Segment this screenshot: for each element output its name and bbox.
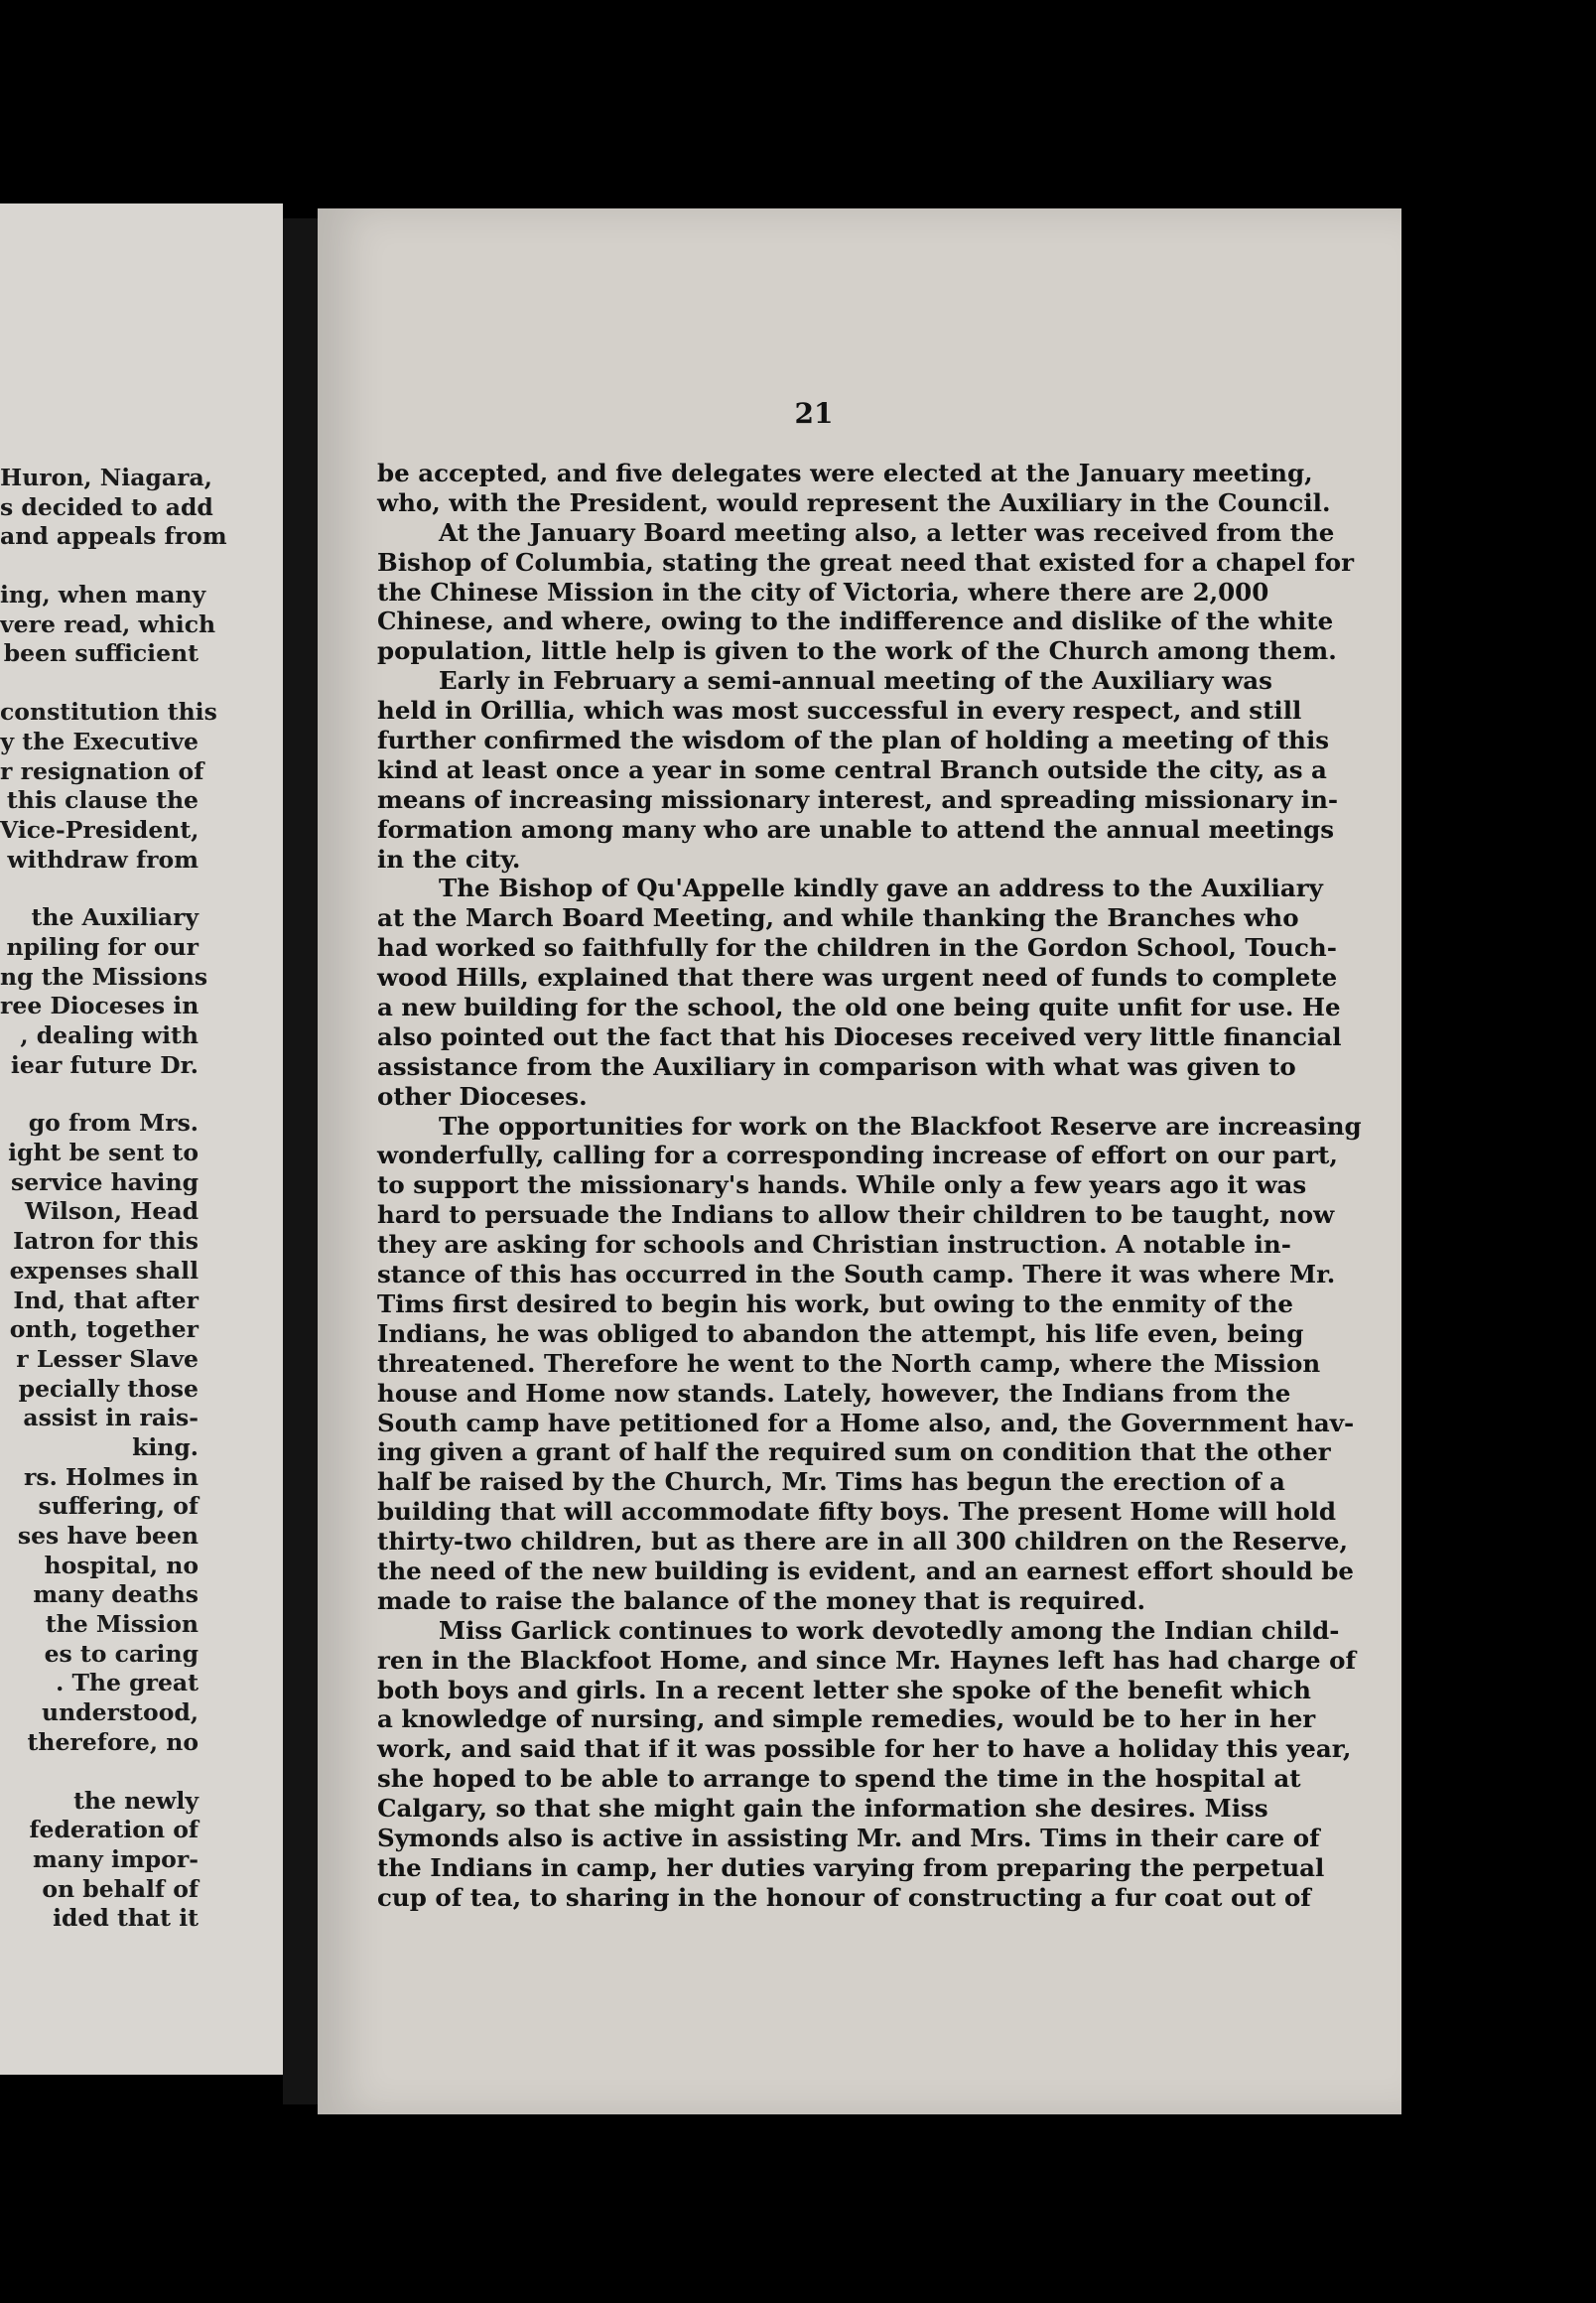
left-page-line: r Lesser Slave [16,1344,199,1373]
text-line: threatened. Therefore he went to the North camp, where the Mission [377,1348,1321,1378]
left-page-line: Wilson, Head [25,1197,199,1226]
left-page-line: been sufficient [3,639,199,668]
text-line: formation among many who are unable to attend the annual meetings [377,814,1335,844]
text-line: house and Home now stands. Lately, however, the Indians from the [377,1378,1291,1408]
text-line: at the March Board Meeting, and while thanking the Branches who [377,903,1299,933]
left-page-line: Ind, that after [13,1286,199,1314]
left-page-line: pecially those [18,1374,199,1403]
text-line: she hoped to be able to arrange to spend the time in the hospital at [377,1764,1301,1794]
left-page-line [0,669,199,698]
left-page-line: Iatron for this [13,1227,199,1256]
text-line: further confirmed the wisdom of the plan of holding a meeting of this [377,726,1330,755]
text-line: wood Hills, explained that there was urgent need of funds to complete [377,963,1338,993]
left-page-line: ses have been [17,1522,199,1550]
text-line: wonderfully, calling for a corresponding increase of effort on our part, [377,1141,1338,1170]
text-line: to support the missionary's hands. While only a few years ago it was [377,1170,1307,1200]
left-page-line [0,552,199,581]
left-page-line: the Mission [45,1610,199,1639]
text-line: be accepted, and five delegates were elected at the January meeting, [377,459,1313,487]
text-line: ren in the Blackfoot Home, and since Mr. Haynes left has had charge of [377,1645,1357,1675]
left-page-line: hospital, no [44,1551,199,1579]
text-line: Tims first desired to begin his work, but owing to the enmity of the [377,1288,1293,1318]
text-line: Chinese, and where, owing to the indifference and dislike of the white [377,607,1334,636]
text-line: held in Orillia, which was most successful in every respect, and still [377,696,1302,726]
left-page-line: es to caring [44,1639,199,1668]
left-page-line: and appeals from [0,522,227,551]
book-gutter [283,218,318,2104]
text-line: South camp have petitioned for a Home also, and, the Government hav- [377,1408,1355,1437]
left-page-line: rs. Holmes in [23,1462,199,1491]
text-line: assistance from the Auxiliary in comparison with what was given to [377,1051,1296,1081]
left-page-line: ing, when many [0,581,206,610]
text-line: thirty-two children, but as there are in all 300 children on the Reserve, [377,1527,1348,1557]
left-page [0,203,283,2075]
text-line: half be raised by the Church, Mr. Tims has begun the erection of a [377,1467,1285,1497]
left-page-line: go from Mrs. [28,1109,199,1138]
text-line: stance of this has occurred in the South camp. There it was where Mr. [377,1260,1336,1289]
text-line: other Dioceses. [377,1081,588,1111]
left-page-line: Vice-President, [0,815,200,844]
text-line: also pointed out the fact that his Dioceses received very little financial [377,1021,1342,1051]
text-line: At the January Board meeting also, a letter was received from the [439,517,1335,547]
left-page-line: npiling for our [6,932,199,961]
left-page-line [0,1080,199,1109]
left-page-line: r resignation of [0,756,204,785]
text-line: a new building for the school, the old one being quite unfit for use. He [377,993,1341,1022]
text-line: building that will accommodate fifty boys. The present Home will hold [377,1497,1337,1527]
text-line: they are asking for schools and Christian instruction. A notable in- [377,1230,1291,1260]
left-page-line: ree Dioceses in [0,992,200,1020]
left-page-line: suffering, of [38,1492,199,1521]
body-text [377,459,1362,1913]
text-line: the Indians in camp, her duties varying from preparing the perpetual [377,1852,1325,1882]
left-page-line: y the Executive [0,727,199,755]
text-line: made to raise the balance of the money that is required. [377,1585,1145,1615]
text-line: a knowledge of nursing, and simple remedies, would be to her in her [377,1704,1316,1734]
right-page [318,208,1401,2114]
left-page-line [0,1758,199,1787]
left-page-line: many impor- [32,1844,199,1873]
left-page-line: the Auxiliary [31,903,199,932]
text-line: cup of tea, to sharing in the honour of constructing a fur coat out of [377,1882,1311,1912]
text-line: who, with the President, would represent the Auxiliary in the Council. [377,487,1331,517]
text-line: both boys and girls. In a recent letter she spoke of the benefit which [377,1675,1311,1704]
text-line: The opportunities for work on the Blackfoot Reserve are increasing [439,1111,1362,1141]
left-page-line: on behalf of [42,1874,199,1903]
left-page-line: s decided to add [0,492,213,521]
text-line: population, little help is given to the work of the Church among them. [377,636,1337,666]
left-page-line: constitution this [0,698,217,727]
text-line: Indians, he was obliged to abandon the attempt, his life even, being [377,1318,1304,1348]
left-page-line: therefore, no [27,1727,199,1756]
left-page-line: ided that it [53,1904,199,1933]
left-page-line: vere read, which [0,610,216,638]
text-line: Miss Garlick continues to work devotedly among the Indian child- [439,1615,1340,1645]
left-page-text [0,464,227,1934]
text-line: had worked so faithfully for the children in the Gordon School, Touch- [377,933,1337,963]
text-line: Bishop of Columbia, stating the great need that existed for a chapel for [377,547,1354,577]
text-line: Symonds also is active in assisting Mr. and Mrs. Tims in their care of [377,1823,1320,1852]
left-page-line: this clause the [6,786,199,815]
left-page-line: service having [11,1167,199,1196]
left-page-line: assist in rais- [23,1404,199,1432]
left-page-line: withdraw from [7,845,199,874]
left-page-line: federation of [29,1816,199,1844]
text-line: work, and said that if it was possible for her to have a holiday this year, [377,1734,1352,1764]
page-number: 21 [794,397,834,430]
text-line: in the city. [377,844,521,874]
left-page-line: ng the Missions [0,962,208,991]
text-line: hard to persuade the Indians to allow their children to be taught, now [377,1200,1335,1230]
left-page-line: onth, together [9,1315,199,1344]
left-page-line: . The great [56,1669,199,1697]
left-page-line: king. [132,1432,199,1461]
left-page-line: Huron, Niagara, [0,464,212,491]
left-page-line: expenses shall [9,1256,199,1285]
left-page-line: , dealing with [20,1021,199,1049]
text-line: ing given a grant of half the required sum on condition that the other [377,1437,1331,1467]
left-page-line [0,875,199,903]
text-line: the Chinese Mission in the city of Victoria, where there are 2,000 [377,577,1269,607]
left-page-line: the newly [73,1786,199,1815]
left-page-line: iear future Dr. [10,1050,199,1079]
text-line: kind at least once a year in some central Branch outside the city, as a [377,754,1327,784]
text-line: means of increasing missionary interest, and spreading missionary in- [377,784,1339,814]
left-page-line: many deaths [33,1580,199,1609]
text-line: Early in February a semi-annual meeting of the Auxiliary was [439,666,1272,696]
left-page-line: ight be sent to [8,1139,199,1167]
text-line: the need of the new building is evident, and an earnest effort should be [377,1556,1354,1585]
text-line: The Bishop of Qu'Appelle kindly gave an address to the Auxiliary [439,874,1323,903]
text-line: Calgary, so that she might gain the information she desires. Miss [377,1794,1268,1824]
left-page-line: understood, [42,1698,199,1727]
